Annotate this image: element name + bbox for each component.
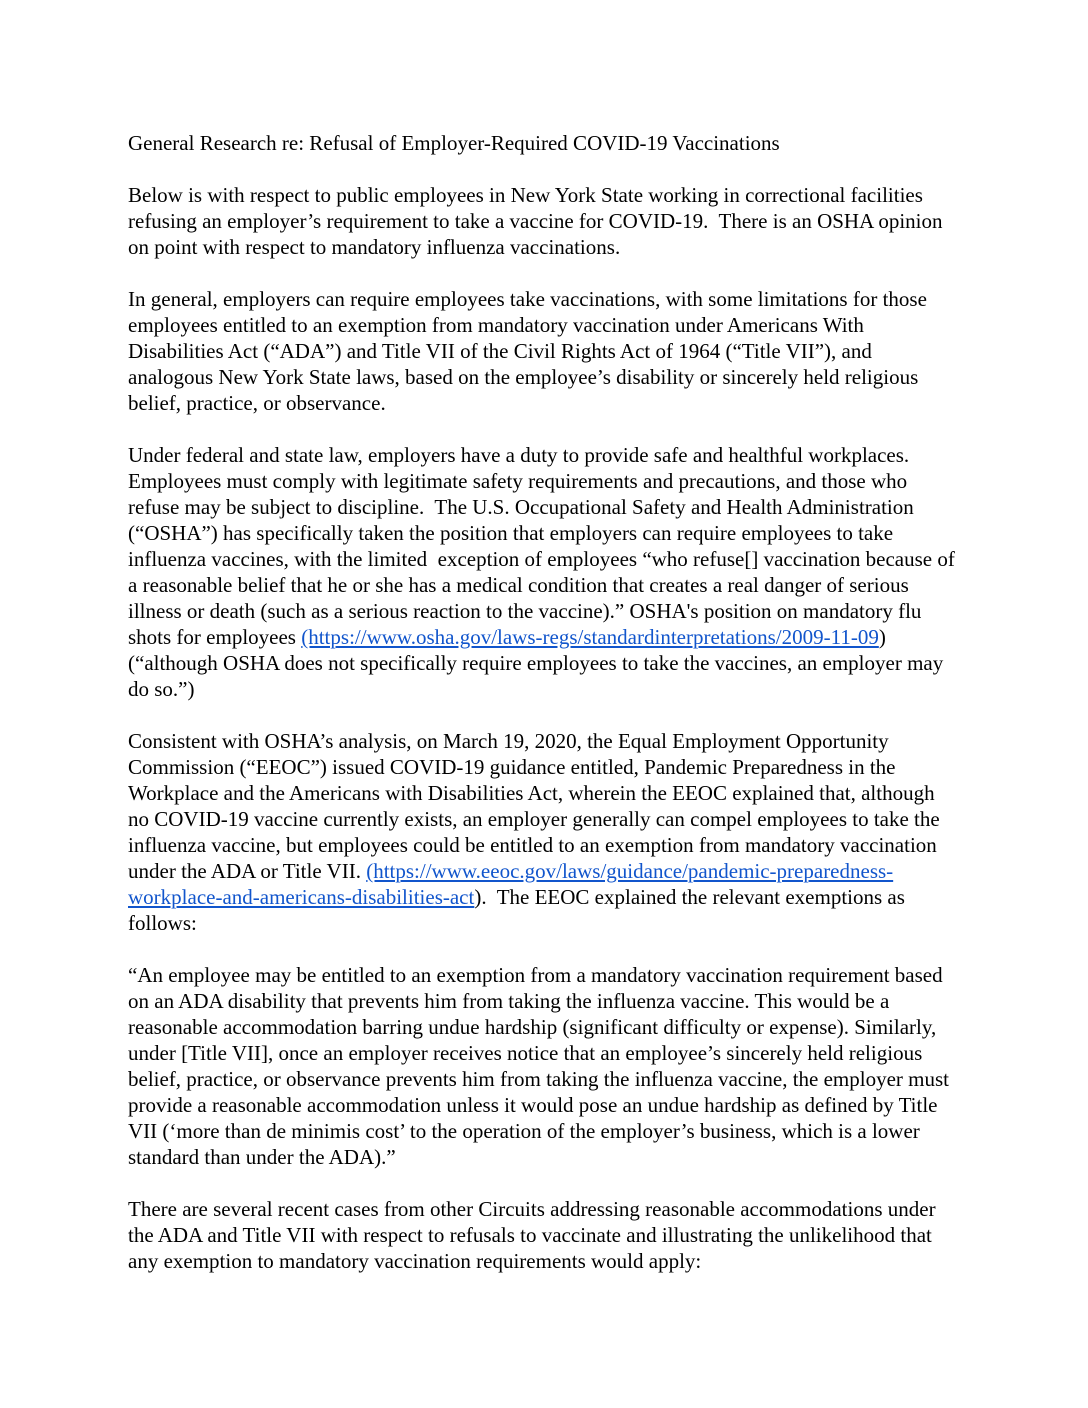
document-body xyxy=(128,130,960,1274)
text-run: There are several recent cases from other Circuits addressing reasonable accommodations under the ADA and Title VII with respect to refusals to vaccinate and illustrating the unlikelihood that any exemption to mandatory vaccination requirements would apply: xyxy=(128,1197,941,1273)
text-run: Below is with respect to public employees in New York State working in correctional facilities refusing an employer’s requirement to take a vaccine for COVID-19. There is an OSHA opinion on point with respect to mandatory influenza vaccinations. xyxy=(128,183,948,259)
paragraph-recent-cases-intro xyxy=(128,1196,960,1274)
paragraph-scope-intro xyxy=(128,182,960,260)
eeoc-guidance-link[interactable]: (https://www.eeoc.gov/laws/guidance/pandemic-preparedness-workplace-and-americans-disabilities-act xyxy=(128,859,894,909)
paragraph-eeoc-guidance xyxy=(128,728,960,936)
text-run: ). The EEOC explained the relevant exemptions as follows: xyxy=(128,885,911,935)
text-run: Under federal and state law, employers have a duty to provide safe and healthful workplaces. Employees must comply with legitimate safety requirements and precautions, and those who refuse may be subject to discipline. The U.S. Occupational Safety and Health Administration (“OSHA”) has specifically taken the position that employers can require employees to take influenza vaccines, with the limited exception of employees “who refuse[] vaccination because of a reasonable belief that he or she has a medical condition that creates a real danger of serious illness or death (such as a serious reaction to the vaccine).” OSHA's position on mandatory flu shots for employees xyxy=(128,443,961,649)
text-run: ) (“although OSHA does not specifically require employees to take the vaccines, an employer may do so.”) xyxy=(128,625,949,701)
osha-interpretation-link[interactable]: (https://www.osha.gov/laws-regs/standardinterpretations/2009-11-09 xyxy=(301,625,879,649)
text-run: In general, employers can require employees take vaccinations, with some limitations for those employees entitled to an exemption from mandatory vaccination under Americans With Disabilities Act (“ADA”) and Title VII of the Civil Rights Act of 1964 (“Title VII”), and analogous New York State laws, based on the employee’s disability or sincerely held religious belief, practice, or observance. xyxy=(128,287,933,415)
paragraph-container xyxy=(128,182,960,1274)
text-run: “An employee may be entitled to an exemption from a mandatory vaccination requirement based on an ADA disability that prevents him from taking the influenza vaccine. This would be a reasonable accommodation barring undue hardship (significant difficulty or expense). Similarly, under [Title VII], once an employer receives notice that an employee’s sincerely held religious belief, practice, or observance prevents him from taking the influenza vaccine, the employer must provide a reasonable accommodation unless it would pose an undue hardship as defined by Title VII (‘more than de minimis cost’ to the operation of the employer’s business, which is a lower standard than under the ADA).” xyxy=(128,963,955,1169)
paragraph-eeoc-exemption-quote xyxy=(128,962,960,1170)
paragraph-osha-position xyxy=(128,442,960,702)
paragraph-general-rule xyxy=(128,286,960,416)
text-run: Consistent with OSHA’s analysis, on March 19, 2020, the Equal Employment Opportunity Commission (“EEOC”) issued COVID-19 guidance entitled, Pandemic Preparedness in the Workplace and the Americans with Disabilities Act, wherein the EEOC explained that, although no COVID-19 vaccine currently exists, an employer generally can compel employees to take the influenza vaccine, but employees could be entitled to an exemption from mandatory vaccination under the ADA or Title VII. xyxy=(128,729,945,883)
document-title: General Research re: Refusal of Employer-Required COVID-19 Vaccinations xyxy=(128,131,780,155)
